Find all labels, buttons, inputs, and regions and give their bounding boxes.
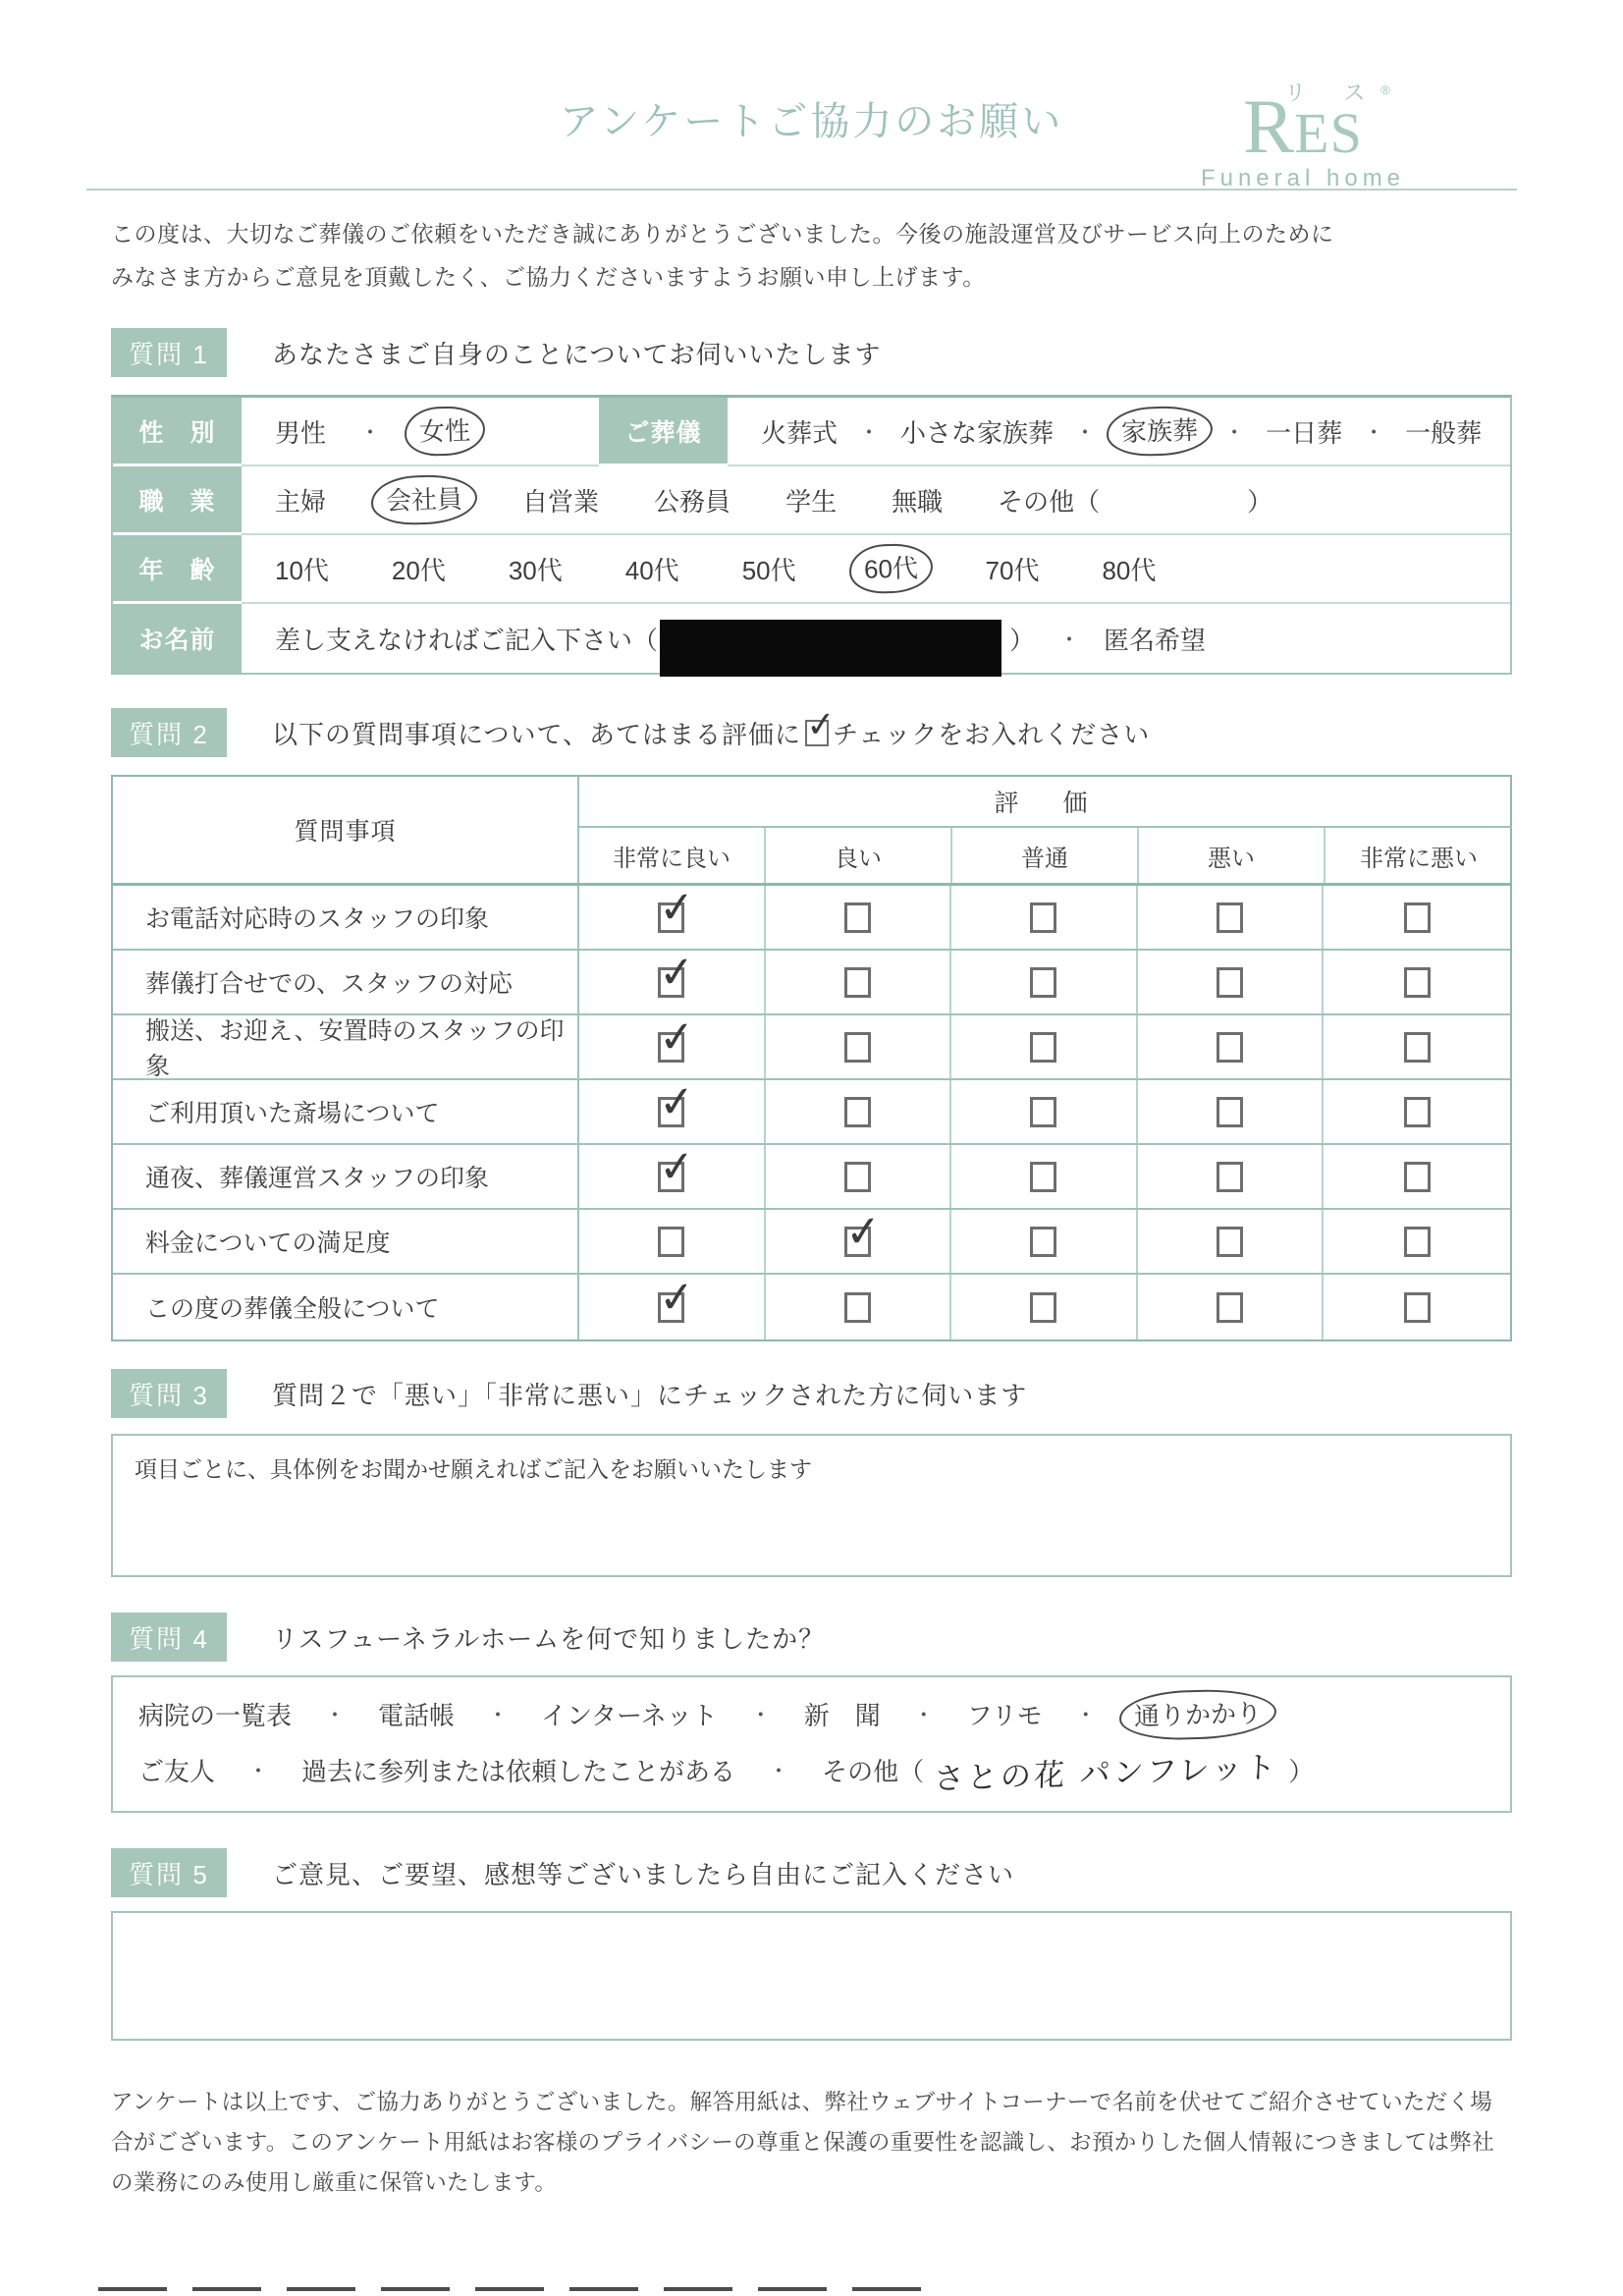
question5-header bbox=[111, 1848, 1512, 1897]
check-mark-icon: ✓ bbox=[657, 1076, 697, 1127]
age-row bbox=[113, 535, 1510, 604]
checkbox[interactable] bbox=[844, 967, 871, 998]
option-10代[interactable]: 10代 bbox=[275, 555, 329, 585]
question3-badge: 質問 3 bbox=[111, 1369, 227, 1418]
rating-cell-普通 bbox=[951, 886, 1138, 949]
rating-table bbox=[111, 775, 1512, 1341]
checkbox[interactable] bbox=[1404, 967, 1431, 998]
rating-cell-良い bbox=[766, 886, 952, 949]
occupation-options bbox=[242, 466, 1510, 535]
option-anonymous[interactable]: 匿名希望 bbox=[1104, 625, 1207, 655]
redacted-name-field[interactable] bbox=[660, 620, 1001, 677]
checkbox[interactable] bbox=[657, 947, 697, 998]
checkbox[interactable] bbox=[1217, 1227, 1243, 1257]
name-prompt: 差し支えなければご記入下さい（ bbox=[275, 625, 659, 655]
other-close-paren: ） bbox=[1247, 486, 1273, 517]
occupation-row bbox=[113, 466, 1510, 535]
option-主婦[interactable]: 主婦 bbox=[275, 486, 327, 517]
rating-cell-非常に良い bbox=[579, 882, 766, 949]
option-70代[interactable]: 70代 bbox=[985, 555, 1040, 585]
rating-row-label: 料金についての満足度 bbox=[113, 1210, 579, 1273]
gender-funeral-row bbox=[113, 398, 1510, 466]
question4-answer-box bbox=[111, 1675, 1512, 1813]
question4-options-line2 bbox=[138, 1748, 1485, 1797]
question3-answer-box[interactable] bbox=[111, 1434, 1512, 1577]
footer-privacy-note: アンケートは以上です、ご協力ありがとうございました。解答用紙は、弊社ウェブサイトコーナーで名前を伏せてご紹介させていただく場合がございます。このアンケート用紙はお客様のプライバシーの尊重と保護の重要性を認識し、お預かりした個人情報につきましては弊社の業務にのみ使用し厳重に保管いたします。 bbox=[111, 2090, 1494, 2195]
rating-row bbox=[113, 1206, 1510, 1275]
option-other[interactable] bbox=[998, 482, 1272, 519]
option-50代[interactable]: 50代 bbox=[741, 555, 796, 585]
rating-row bbox=[113, 947, 1510, 1015]
checkbox[interactable] bbox=[844, 1032, 871, 1063]
logo-subtitle: Funeral home bbox=[1200, 165, 1406, 191]
age-options bbox=[242, 535, 1510, 604]
rating-cell-非常に良い bbox=[579, 1076, 766, 1143]
rating-cell-非常に良い bbox=[579, 1272, 766, 1339]
checkbox[interactable] bbox=[1030, 1227, 1056, 1257]
rating-column-header: 非常に悪い bbox=[1360, 845, 1478, 872]
checkbox[interactable] bbox=[1404, 1292, 1431, 1323]
checkbox[interactable] bbox=[1217, 1032, 1243, 1063]
checkbox[interactable] bbox=[657, 1272, 697, 1323]
question1-badge: 質問 1 bbox=[111, 328, 227, 377]
rating-row-label: この度の葬儀全般について bbox=[113, 1275, 579, 1339]
profile-table bbox=[111, 395, 1512, 675]
checkbox[interactable] bbox=[844, 1097, 871, 1127]
logo-initial: R bbox=[1243, 83, 1295, 169]
checkbox[interactable] bbox=[1404, 1097, 1431, 1127]
option-通りかかり[interactable]: 通りかかり bbox=[1118, 1688, 1276, 1741]
checkbox[interactable] bbox=[844, 902, 871, 933]
rating-cell-普通 bbox=[951, 1015, 1138, 1078]
option-20代[interactable]: 20代 bbox=[391, 555, 446, 585]
question4-header bbox=[111, 1613, 1512, 1662]
rating-column-headers bbox=[579, 828, 1512, 883]
survey-page bbox=[111, 0, 1512, 2203]
question1-heading: あなたさまご自身のことについてお伺いいたします bbox=[272, 339, 882, 369]
rating-group-header: 評 価 bbox=[579, 777, 1512, 828]
option-60代[interactable]: 60代 bbox=[848, 543, 933, 594]
page-title: アンケートご協力のお願い bbox=[559, 100, 1064, 143]
checkbox[interactable] bbox=[657, 882, 697, 933]
question5-heading: ご意見、ご要望、感想等ございましたら自由にご記入ください bbox=[272, 1859, 1015, 1889]
option-女性[interactable]: 女性 bbox=[404, 406, 485, 457]
separator-dot: ・ bbox=[749, 1703, 772, 1728]
header bbox=[111, 0, 1512, 191]
item-column-header: 質問事項 bbox=[113, 777, 579, 883]
check-mark-icon: ✓ bbox=[657, 1011, 697, 1063]
separator-dot: ・ bbox=[858, 419, 881, 445]
checkbox[interactable] bbox=[1030, 902, 1056, 933]
other-close-paren: ） bbox=[1288, 1756, 1315, 1786]
rating-cell-良い bbox=[766, 951, 952, 1013]
intro-line-1: この度は、大切なご葬儀のご依頼をいただき誠にありがとうございました。今後の施設運営及びサービス向上のために bbox=[111, 221, 1334, 246]
option-40代[interactable]: 40代 bbox=[624, 555, 679, 585]
rating-cell-非常に悪い bbox=[1324, 1275, 1510, 1339]
name-row bbox=[113, 604, 1510, 673]
checkbox[interactable] bbox=[1030, 1162, 1056, 1192]
rating-cell-非常に悪い bbox=[1324, 886, 1510, 949]
question2-heading-before: 以下の質問事項について、あてはまる評価に bbox=[272, 719, 801, 749]
rating-cell-良い bbox=[766, 1145, 952, 1208]
option-小さな家族葬[interactable]: 小さな家族葬 bbox=[900, 417, 1055, 448]
other-open-paren: その他（ bbox=[822, 1756, 925, 1786]
separator-dot: ・ bbox=[359, 419, 382, 445]
scan-artifact-line bbox=[98, 2287, 943, 2291]
rating-cell-非常に悪い bbox=[1324, 1145, 1510, 1208]
rating-cell-非常に悪い bbox=[1324, 1210, 1510, 1273]
option-家族葬[interactable]: 家族葬 bbox=[1106, 406, 1213, 458]
rating-cell-悪い bbox=[1138, 1015, 1325, 1078]
separator-dot: ・ bbox=[1058, 627, 1081, 652]
handwritten-other-text: さとの花 パンフレット bbox=[933, 1749, 1279, 1797]
rating-table-header bbox=[113, 777, 1510, 886]
rating-cell-普通 bbox=[951, 1275, 1138, 1339]
option-火葬式[interactable]: 火葬式 bbox=[761, 417, 839, 448]
rating-cell-良い bbox=[766, 1080, 952, 1143]
question4-heading: リスフューネラルホームを何で知りましたか？ bbox=[272, 1623, 826, 1654]
rating-cell-良い bbox=[766, 1015, 952, 1078]
question4-options-line1 bbox=[138, 1696, 1485, 1732]
rating-cell-非常に悪い bbox=[1324, 1080, 1510, 1143]
question3-header bbox=[111, 1369, 1512, 1418]
question2-heading bbox=[272, 702, 1151, 751]
checkbox[interactable] bbox=[1030, 1032, 1056, 1063]
rating-column-header: 悪い bbox=[1139, 828, 1325, 883]
checkbox[interactable] bbox=[1030, 1097, 1056, 1127]
checkbox[interactable] bbox=[1217, 902, 1243, 933]
checkbox[interactable] bbox=[1030, 967, 1056, 998]
option-インターネット[interactable]: インターネット bbox=[541, 1701, 718, 1731]
question3-box-prompt: 項目ごとに、具体例をお聞かせ願えればご記入をお願いいたします bbox=[135, 1456, 812, 1482]
logo-kana-text: リ ス bbox=[1284, 81, 1381, 105]
checkbox[interactable] bbox=[844, 1292, 871, 1323]
rating-header-group bbox=[579, 777, 1512, 883]
rating-cell-非常に悪い bbox=[1324, 1015, 1510, 1078]
rating-cell-普通 bbox=[951, 1210, 1138, 1273]
rating-column-header: 普通 bbox=[952, 828, 1139, 883]
checkbox[interactable] bbox=[657, 1011, 697, 1063]
question5-answer-box[interactable] bbox=[111, 1911, 1512, 2041]
rating-row bbox=[113, 1076, 1510, 1145]
rating-row bbox=[113, 1011, 1510, 1080]
check-mark-icon: ✓ bbox=[657, 882, 697, 933]
question3-heading: 質問２で「悪い」「非常に悪い」にチェックされた方に伺います bbox=[272, 1380, 1028, 1410]
option-30代[interactable]: 30代 bbox=[508, 555, 563, 585]
res-logo bbox=[1200, 82, 1406, 191]
registered-mark-icon: ® bbox=[1380, 82, 1390, 97]
rating-table-body bbox=[113, 882, 1510, 1339]
gender-label: 性 別 bbox=[113, 398, 242, 466]
rating-cell-非常に良い bbox=[579, 1011, 766, 1078]
checkbox[interactable] bbox=[657, 1076, 697, 1127]
checkbox[interactable] bbox=[1404, 1227, 1431, 1257]
rating-cell-悪い bbox=[1138, 1145, 1325, 1208]
option-80代[interactable]: 80代 bbox=[1102, 555, 1157, 585]
rating-cell-悪い bbox=[1138, 886, 1325, 949]
option-電話帳[interactable]: 電話帳 bbox=[378, 1701, 456, 1731]
other-open-paren: その他（ bbox=[998, 486, 1101, 517]
option-一日葬[interactable]: 一日葬 bbox=[1266, 417, 1343, 448]
occupation-label: 職 業 bbox=[113, 466, 242, 535]
check-mark-icon: ✓ bbox=[657, 1272, 697, 1323]
separator-dot: ・ bbox=[1223, 419, 1246, 445]
rating-cell-非常に悪い bbox=[1324, 951, 1510, 1013]
funeral-type-label: ご葬儀 bbox=[599, 398, 728, 466]
option-会社員[interactable]: 会社員 bbox=[370, 474, 477, 526]
rating-cell-普通 bbox=[951, 1080, 1138, 1143]
option-男性[interactable]: 男性 bbox=[275, 417, 327, 448]
rating-cell-良い bbox=[766, 1275, 952, 1339]
checkbox[interactable] bbox=[1217, 1292, 1243, 1323]
question4-badge: 質問 4 bbox=[111, 1613, 227, 1662]
option-other[interactable] bbox=[822, 1748, 1315, 1797]
rating-cell-普通 bbox=[951, 951, 1138, 1013]
age-label: 年 齢 bbox=[113, 535, 242, 604]
question2-badge: 質問 2 bbox=[111, 708, 227, 757]
name-cell bbox=[242, 604, 1510, 673]
logo-rest: ES bbox=[1294, 101, 1363, 165]
intro-text bbox=[111, 212, 1512, 299]
rating-column-header: 非常に良い bbox=[579, 828, 766, 883]
rating-row-label: 搬送、お迎え、安置時のスタッフの印象 bbox=[113, 1015, 579, 1078]
check-mark-icon: ✓ bbox=[843, 1206, 884, 1257]
rating-cell-非常に良い bbox=[579, 947, 766, 1013]
intro-line-2: みなさま方からご意見を頂戴したく、ご協力くださいますようお願い申し上げます。 bbox=[111, 264, 986, 290]
separator-dot: ・ bbox=[487, 1703, 510, 1728]
separator-dot: ・ bbox=[1074, 1703, 1097, 1728]
rating-cell-非常に良い bbox=[579, 1210, 766, 1273]
question1-header bbox=[111, 328, 1512, 377]
funeral-type-options bbox=[728, 398, 1510, 466]
rating-row-label: 葬儀打合せでの、スタッフの対応 bbox=[113, 951, 579, 1013]
checkbox[interactable] bbox=[658, 1227, 684, 1257]
rating-row-label: お電話対応時のスタッフの印象 bbox=[113, 886, 579, 949]
gender-options bbox=[242, 398, 599, 466]
option-一般葬[interactable]: 一般葬 bbox=[1405, 417, 1483, 448]
checkbox[interactable] bbox=[1404, 1162, 1431, 1192]
check-mark-icon: ✓ bbox=[657, 947, 697, 998]
rating-cell-非常に良い bbox=[579, 1141, 766, 1208]
separator-dot: ・ bbox=[912, 1703, 935, 1728]
name-close-paren: ） bbox=[1009, 625, 1036, 655]
name-label: お名前 bbox=[113, 604, 242, 673]
rating-column-header: 良い bbox=[766, 828, 952, 883]
rating-cell-悪い bbox=[1138, 1210, 1325, 1273]
separator-dot: ・ bbox=[324, 1703, 347, 1728]
question2-header bbox=[111, 702, 1512, 757]
question5-badge: 質問 5 bbox=[111, 1848, 227, 1897]
checkbox[interactable] bbox=[1217, 967, 1243, 998]
rating-cell-悪い bbox=[1138, 951, 1325, 1013]
checkbox[interactable] bbox=[1217, 1097, 1243, 1127]
check-mark-icon: ✓ bbox=[657, 1141, 697, 1192]
option-病院の一覧表[interactable]: 病院の一覧表 bbox=[138, 1701, 293, 1731]
option-自営業[interactable]: 自営業 bbox=[522, 486, 600, 517]
question2-heading-after: チェックをお入れください bbox=[832, 719, 1151, 749]
rating-cell-良い bbox=[766, 1206, 952, 1273]
checkbox[interactable] bbox=[844, 1162, 871, 1192]
separator-dot: ・ bbox=[247, 1758, 270, 1783]
separator-dot: ・ bbox=[1074, 419, 1097, 445]
check-mark-icon: ✓ bbox=[804, 702, 839, 745]
rating-row-label: 通夜、葬儀運営スタッフの印象 bbox=[113, 1145, 579, 1208]
rating-row-label: ご利用頂いた斎場について bbox=[113, 1080, 579, 1143]
option-新 聞[interactable]: 新 聞 bbox=[803, 1701, 881, 1731]
rating-row bbox=[113, 882, 1510, 951]
rating-cell-悪い bbox=[1138, 1080, 1325, 1143]
option-ご友人[interactable]: ご友人 bbox=[138, 1756, 216, 1786]
rating-cell-悪い bbox=[1138, 1275, 1325, 1339]
checkbox[interactable] bbox=[657, 1141, 697, 1192]
option-公務員[interactable]: 公務員 bbox=[654, 486, 731, 517]
checkbox[interactable] bbox=[1217, 1162, 1243, 1192]
option-フリモ[interactable]: フリモ bbox=[966, 1701, 1043, 1731]
checkbox[interactable] bbox=[1030, 1292, 1056, 1323]
option-過去に参列または依頼したことがある[interactable]: 過去に参列または依頼したことがある bbox=[301, 1756, 736, 1786]
separator-dot: ・ bbox=[768, 1758, 790, 1783]
checkbox-sample-icon bbox=[804, 702, 839, 746]
rating-row bbox=[113, 1141, 1510, 1210]
checkbox[interactable] bbox=[1404, 902, 1431, 933]
option-学生[interactable]: 学生 bbox=[785, 486, 838, 517]
checkbox[interactable] bbox=[843, 1206, 884, 1257]
rating-cell-普通 bbox=[951, 1145, 1138, 1208]
option-無職[interactable]: 無職 bbox=[892, 486, 944, 517]
rating-row bbox=[113, 1272, 1510, 1339]
checkbox[interactable] bbox=[1404, 1032, 1431, 1063]
separator-dot: ・ bbox=[1363, 419, 1385, 445]
